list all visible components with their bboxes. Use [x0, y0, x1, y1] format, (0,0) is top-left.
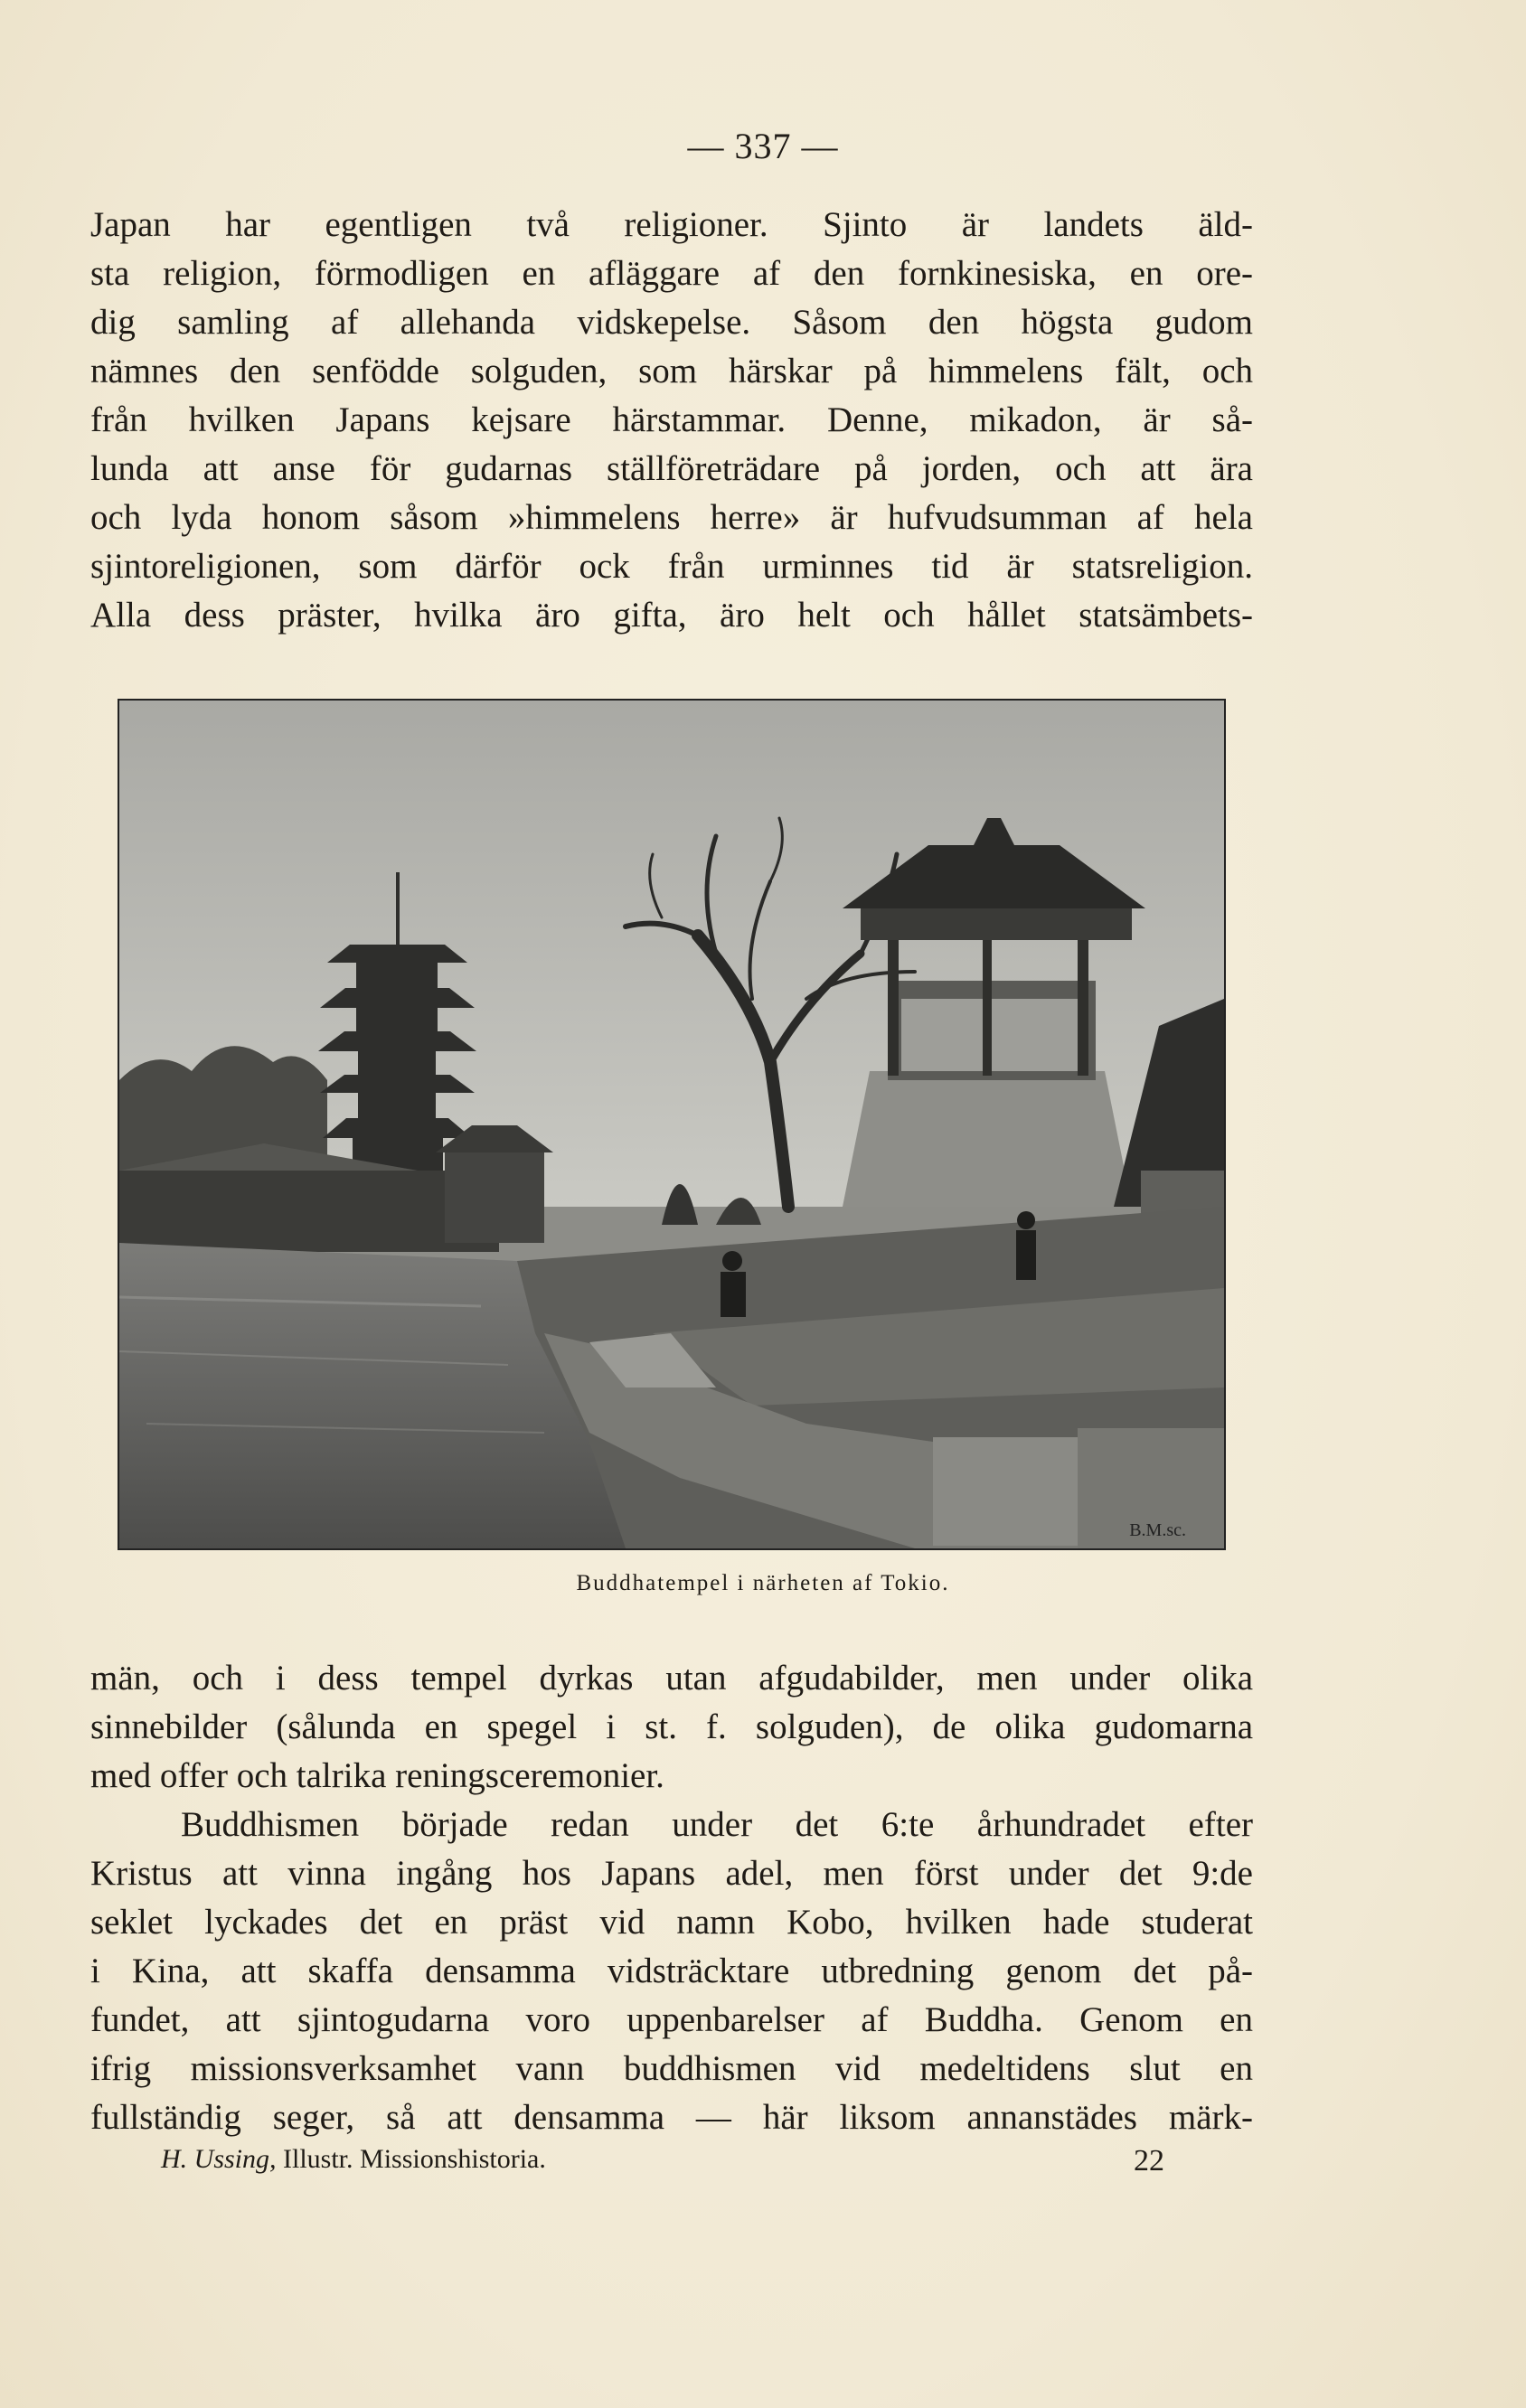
- text-line: Buddhismen började redan under det 6:te århundradet efter: [181, 1805, 1253, 1844]
- text-line: och lyda honom såsom »himmelens herre» är hufvudsumman af hela: [90, 498, 1253, 537]
- text-line: Japan har egentligen två religioner. Sjinto är landets äld-: [90, 205, 1253, 244]
- footer-author: H. Ussing,: [161, 2144, 277, 2174]
- text-line: fundet, att sjintogudarna voro uppenbarelser af Buddha. Genom en: [90, 2000, 1253, 2039]
- temple-illustration: [119, 701, 1224, 1548]
- text-line: Alla dess präster, hvilka äro gifta, äro helt och hållet statsämbets-: [90, 596, 1253, 635]
- text-line: sinnebilder (sålunda en spegel i st. f. solguden), de olika gudomarna: [90, 1707, 1253, 1746]
- text-line: män, och i dess tempel dyrkas utan afgudabilder, men under olika: [90, 1659, 1253, 1698]
- paragraph-religions: [90, 201, 1253, 640]
- page-number: — 337 —: [687, 126, 839, 166]
- artist-signature: B.M.sc.: [1129, 1520, 1186, 1540]
- image-caption: Buddhatempel i närheten af Tokio.: [576, 1571, 950, 1595]
- text-line: i Kina, att skaffa densamma vidsträcktare utbredning genom det på-: [90, 1952, 1253, 1990]
- text-line: sta religion, förmodligen en afläggare af den fornkinesiska, en ore-: [90, 254, 1253, 293]
- text-line: Kristus att vinna ingång hos Japans adel, men först under det 9:de: [90, 1854, 1253, 1893]
- text-line: dig samling af allehanda vidskepelse. Såsom den högsta gudom: [90, 303, 1253, 342]
- text-line: nämnes den senfödde solguden, som härskar på himmelens fält, och: [90, 352, 1253, 390]
- text-line: lunda att anse för gudarnas ställföreträdare på jorden, och att ära: [90, 449, 1253, 488]
- text-line: fullständig seger, så att densamma — här liksom annanstädes märk-: [90, 2098, 1253, 2137]
- text-line: sjintoreligionen, som därför ock från urminnes tid är statsreligion.: [90, 547, 1253, 586]
- text-line: från hvilken Japans kejsare härstammar. Denne, mikadon, är så-: [90, 400, 1253, 439]
- paragraph-continuation: [90, 1654, 1253, 2142]
- text-line: med offer och talrika reningsceremonier.: [90, 1756, 664, 1795]
- temple-photograph: [118, 699, 1226, 1550]
- text-line: ifrig missionsverksamhet vann buddhismen vid medeltidens slut en: [90, 2049, 1253, 2088]
- footer-title: Illustr. Missionshistoria.: [283, 2144, 546, 2174]
- footer-book-reference: [161, 2144, 546, 2175]
- text-line: seklet lyckades det en präst vid namn Kobo, hvilken hade studerat: [90, 1903, 1253, 1942]
- signature-number: 22: [1134, 2144, 1164, 2178]
